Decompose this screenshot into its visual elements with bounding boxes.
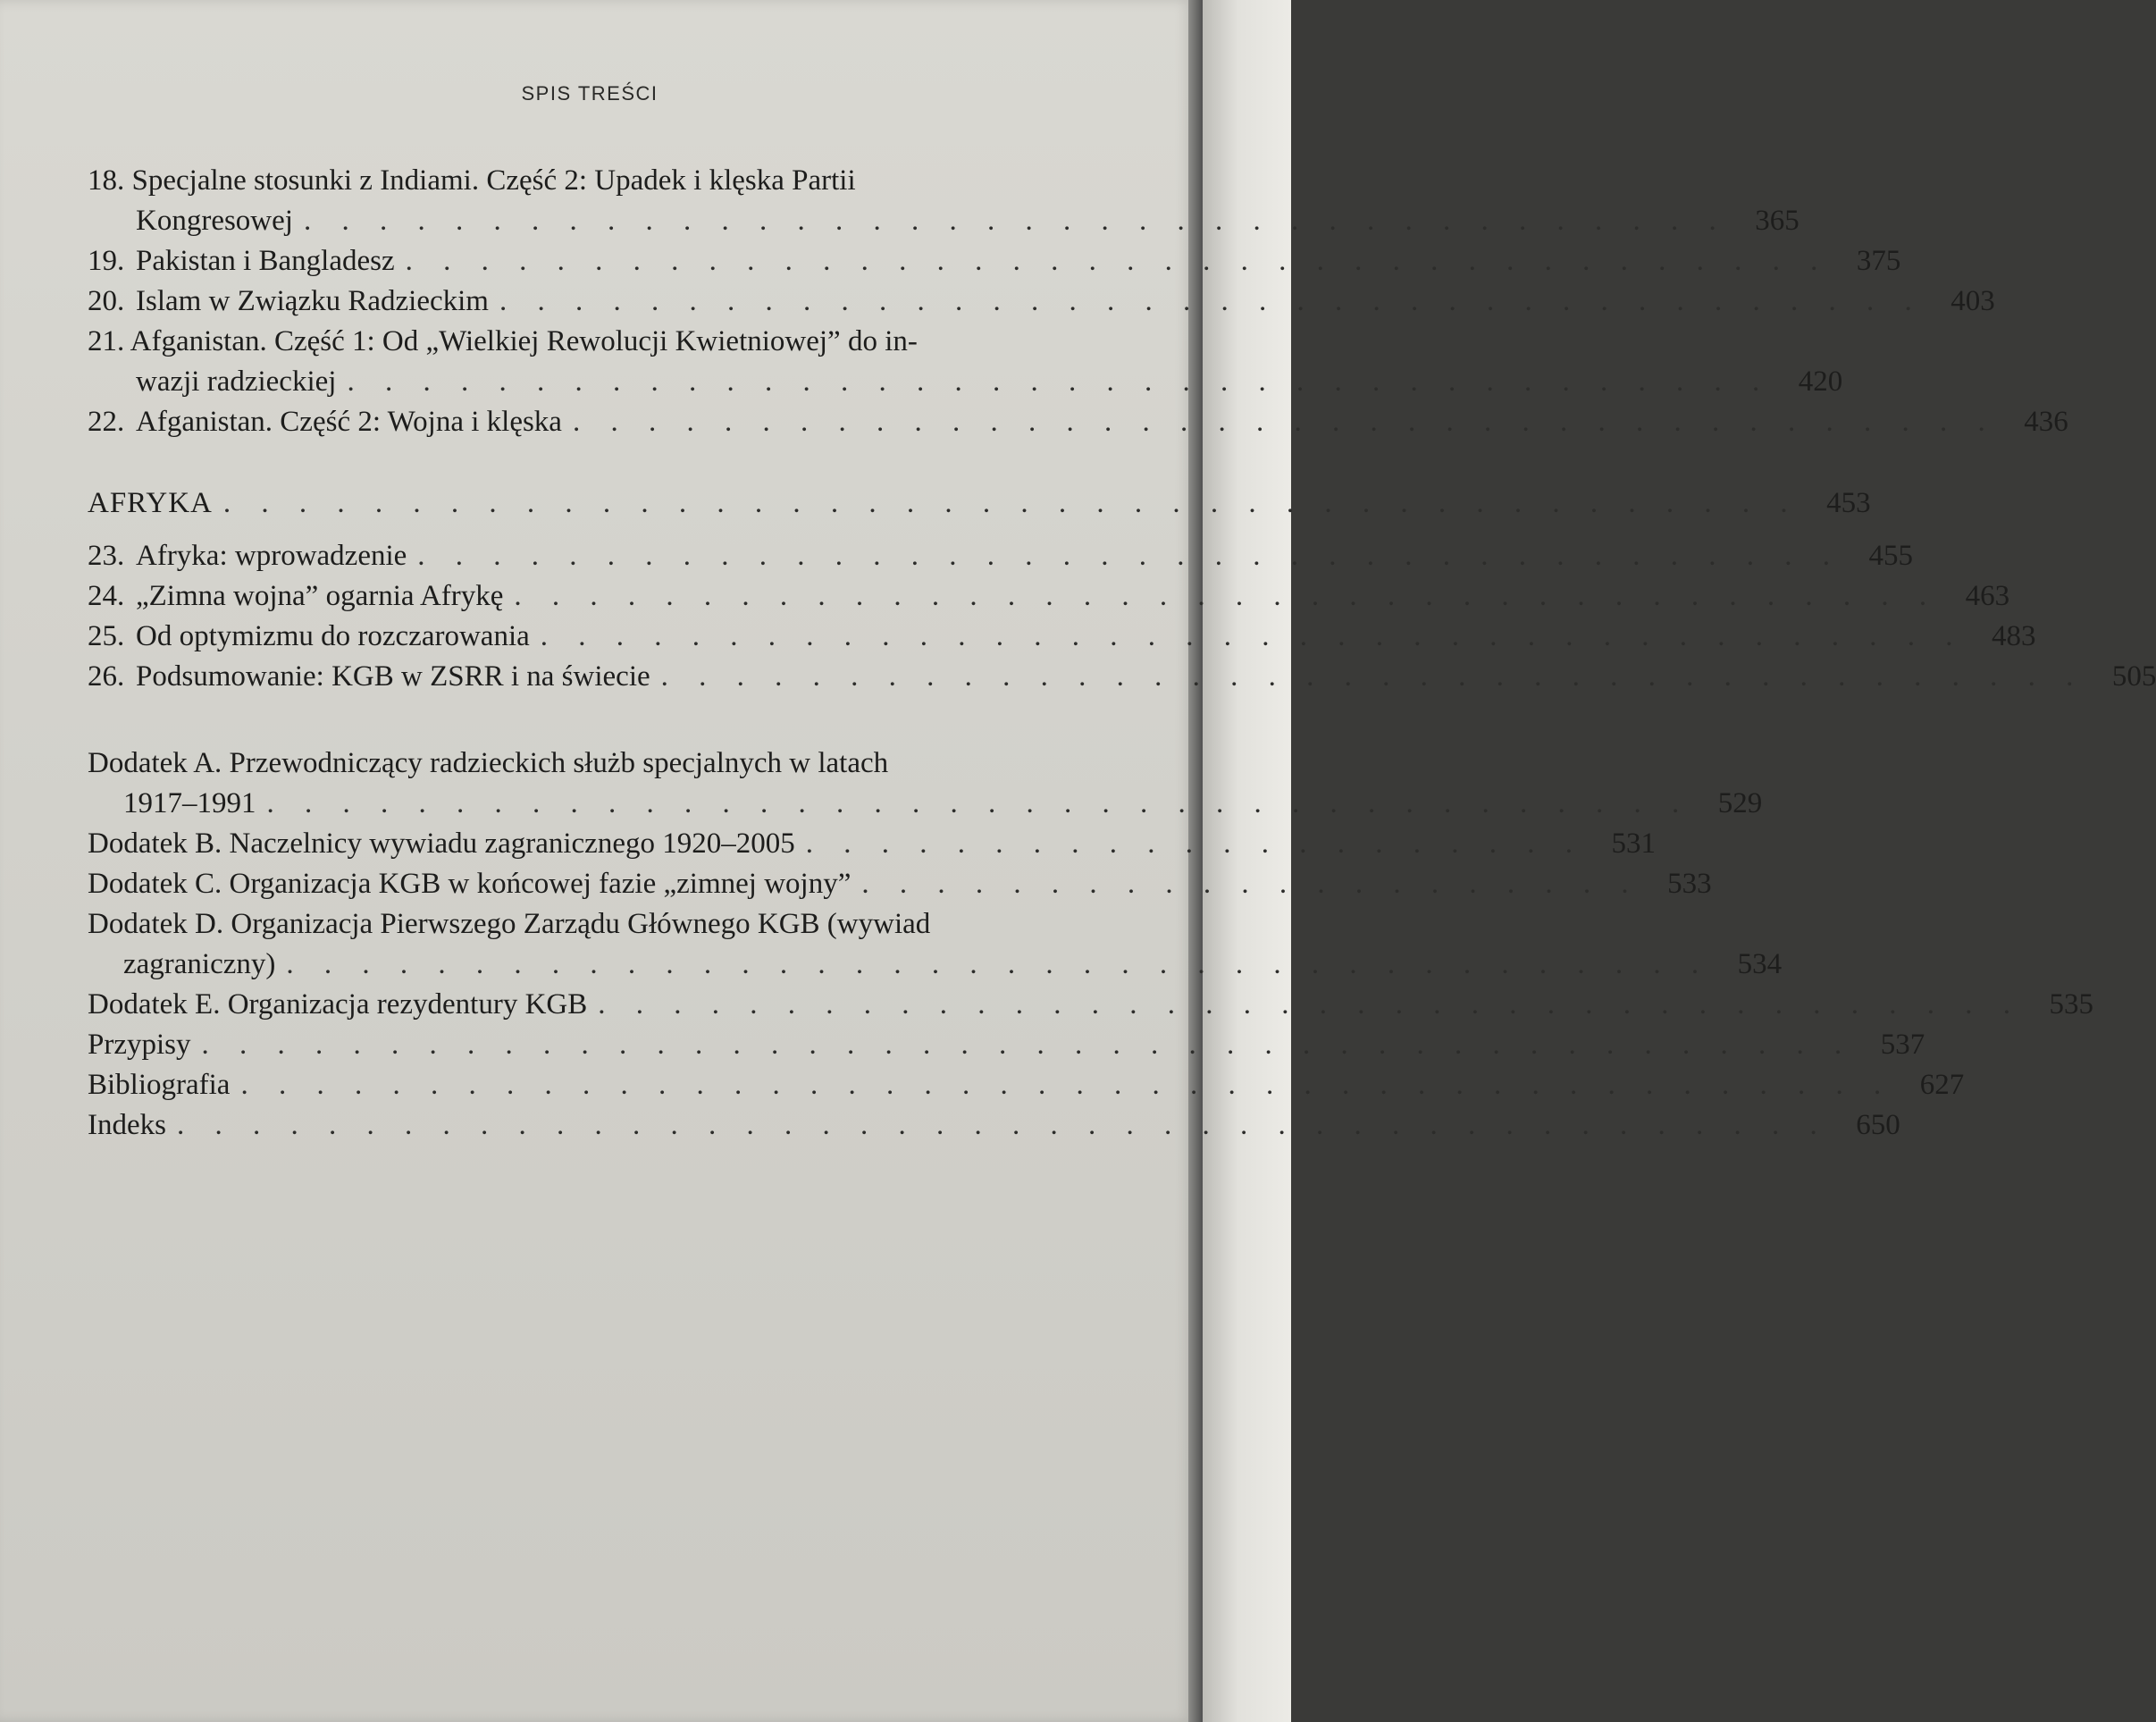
toc-entry-title: Przypisy [88,1029,191,1061]
toc-page-number: 483 [1992,620,2036,652]
toc-entry-26 [88,657,2156,697]
toc-appendix-d [88,904,1783,985]
toc-entry-19 [88,241,1901,281]
toc-page-number: 436 [2024,406,2068,438]
toc-page-number: 537 [1880,1029,1925,1061]
toc-appendices [88,743,2094,1146]
toc-entry-title: Dodatek B. Naczelnicy wywiadu zagranicznego 1920–2005 [88,827,795,860]
toc-appendix-c [88,864,1712,904]
toc-entry-25 [88,617,2036,657]
dot-leader: . . . . . . . . . . . . . . . . . . . . . . . . . . . . . . . . . . . . . . [514,580,1939,612]
table-of-contents [88,161,2156,1146]
toc-appendix-e [88,985,2094,1025]
toc-entry-title: Afryka: wprowadzenie [136,540,407,572]
toc-page-number: 650 [1856,1109,1900,1141]
toc-entry-title: Od optymizmu do rozczarowania [136,620,530,652]
toc-page-number: 455 [1868,540,1914,572]
toc-page-number: 375 [1856,245,1901,277]
toc-entry-title: Podsumowanie: KGB w ZSRR i na świecie [136,660,650,693]
dot-leader: . . . . . . . . . . . . . . . . . . . . . . . . . . . . . . . . . . . . . . . . . . . . [176,1109,1829,1141]
toc-entry-18 [88,161,1799,241]
toc-entry-title: „Zimna wojna” ogarnia Afrykę [136,580,504,612]
toc-entry-title-line2: 1917–1991 [123,787,256,819]
running-head: SPIS TREŚCI [521,82,659,105]
toc-entry-title: Pakistan i Bangladesz [136,245,395,277]
toc-page-number: 420 [1798,365,1843,398]
toc-entry-number: 24. [88,580,125,612]
toc-entry-title: Islam w Związku Radzieckim [136,285,489,317]
toc-page-number: 535 [2049,988,2094,1021]
dot-leader: . . . . . . . . . . . . . . . . . . . . . [805,827,1584,860]
dot-leader: . . . . . . . . . . . . . . . . . . . . . . . . . . . . . . . . . . . . . . . . . . . . [201,1029,1854,1061]
dot-leader: . . . . . . . . . . . . . . . . . . . . . . . . . . . . . . . . . . . . . . [286,948,1711,980]
dot-leader: . . . . . . . . . . . . . . . . . . . . . . . . . . . . . . . . . . . . . . . . . . . . [240,1069,1893,1101]
dot-leader: . . . . . . . . . . . . . . . . . . . . . [861,868,1640,900]
toc-entry-number: 26. [88,660,125,693]
toc-bibliography [88,1065,1965,1105]
dot-leader: . . . . . . . . . . . . . . . . . . . . . . . . . . . . . . . . . . . . . . [572,406,1997,438]
dot-leader: . . . . . . . . . . . . . . . . . . . . . . . . . . . . . . . . . . . . . . [303,205,1728,237]
toc-entry-number: 23. [88,540,125,572]
toc-entry-title: Bibliografia [88,1069,231,1101]
toc-entry-number: 19. [88,245,125,277]
toc-entry-title-line1: Dodatek D. Organizacja Pierwszego Zarządu Głównego KGB (wywiad [88,908,931,940]
toc-page-number: 627 [1919,1069,1965,1101]
toc-page-number: 403 [1950,285,1995,317]
dot-leader: . . . . . . . . . . . . . . . . . . . . . . . . . . . . . . . . . . . . . . . . . . [222,487,1799,519]
dot-leader: . . . . . . . . . . . . . . . . . . . . . . . . . . . . . . . . . . . . . . [417,540,1842,572]
dot-leader: . . . . . . . . . . . . . . . . . . . . . . . . . . . . . . . . . . . . . . [598,988,2023,1021]
toc-entry-title-line2: wazji radzieckiej [136,365,337,398]
dot-leader: . . . . . . . . . . . . . . . . . . . . . . . . . . . . . . . . . . . . . . [347,365,1772,398]
toc-page-number: 505 [2111,660,2156,693]
toc-entry-21 [88,322,1843,402]
toc-entry-title: Afganistan. Część 2: Wojna i klęska [136,406,562,438]
toc-entry-number: 25. [88,620,125,652]
toc-entry-24 [88,576,2010,617]
dot-leader: . . . . . . . . . . . . . . . . . . . . . . . . . . . . . . . . . . . . . . [540,620,1965,652]
dot-leader: . . . . . . . . . . . . . . . . . . . . . . . . . . . . . . . . . . . . . . [499,285,1924,317]
toc-page-number: 534 [1737,948,1783,980]
toc-section-afryka [88,483,1871,524]
toc-section-title: AFRYKA [88,487,213,519]
toc-entry-number: 20. [88,285,125,317]
toc-entry-title-line1: 21. Afganistan. Część 1: Od „Wielkiej Rewolucji Kwietniowej” do in- [88,325,918,357]
toc-appendix-b [88,824,1656,864]
toc-entry-23 [88,536,1914,576]
toc-entry-title-line2: Kongresowej [136,205,293,237]
toc-page-number: 453 [1826,487,1871,519]
toc-entry-number: 22. [88,406,125,438]
dot-leader: . . . . . . . . . . . . . . . . . . . . . . . . . . . . . . . . . . . . . . [405,245,1830,277]
toc-page-number: 365 [1755,205,1799,237]
toc-page-number: 529 [1717,787,1763,819]
toc-page-number: 463 [1965,580,2010,612]
toc-appendix-a [88,743,1763,824]
toc-entry-title-line1: 18. Specjalne stosunki z Indiami. Część 2: Upadek i klęska Partii [88,164,856,197]
toc-entry-title-line2: zagraniczny) [123,948,276,980]
dot-leader: . . . . . . . . . . . . . . . . . . . . . . . . . . . . . . . . . . . . . . [660,660,2085,693]
toc-entry-title: Dodatek E. Organizacja rezydentury KGB [88,988,588,1021]
toc-entry-title-line1: Dodatek A. Przewodniczący radzieckich służb specjalnych w latach [88,747,889,779]
toc-page-number: 531 [1611,827,1656,860]
toc-notes [88,1025,1925,1065]
toc-entry-title: Indeks [88,1109,166,1141]
toc-entry-title: Dodatek C. Organizacja KGB w końcowej fazie „zimnej wojny” [88,868,851,900]
dot-leader: . . . . . . . . . . . . . . . . . . . . . . . . . . . . . . . . . . . . . . [266,787,1691,819]
toc-page-number: 533 [1667,868,1712,900]
toc-index [88,1105,1900,1146]
toc-entry-22 [88,402,2068,442]
toc-entry-20 [88,281,1995,322]
